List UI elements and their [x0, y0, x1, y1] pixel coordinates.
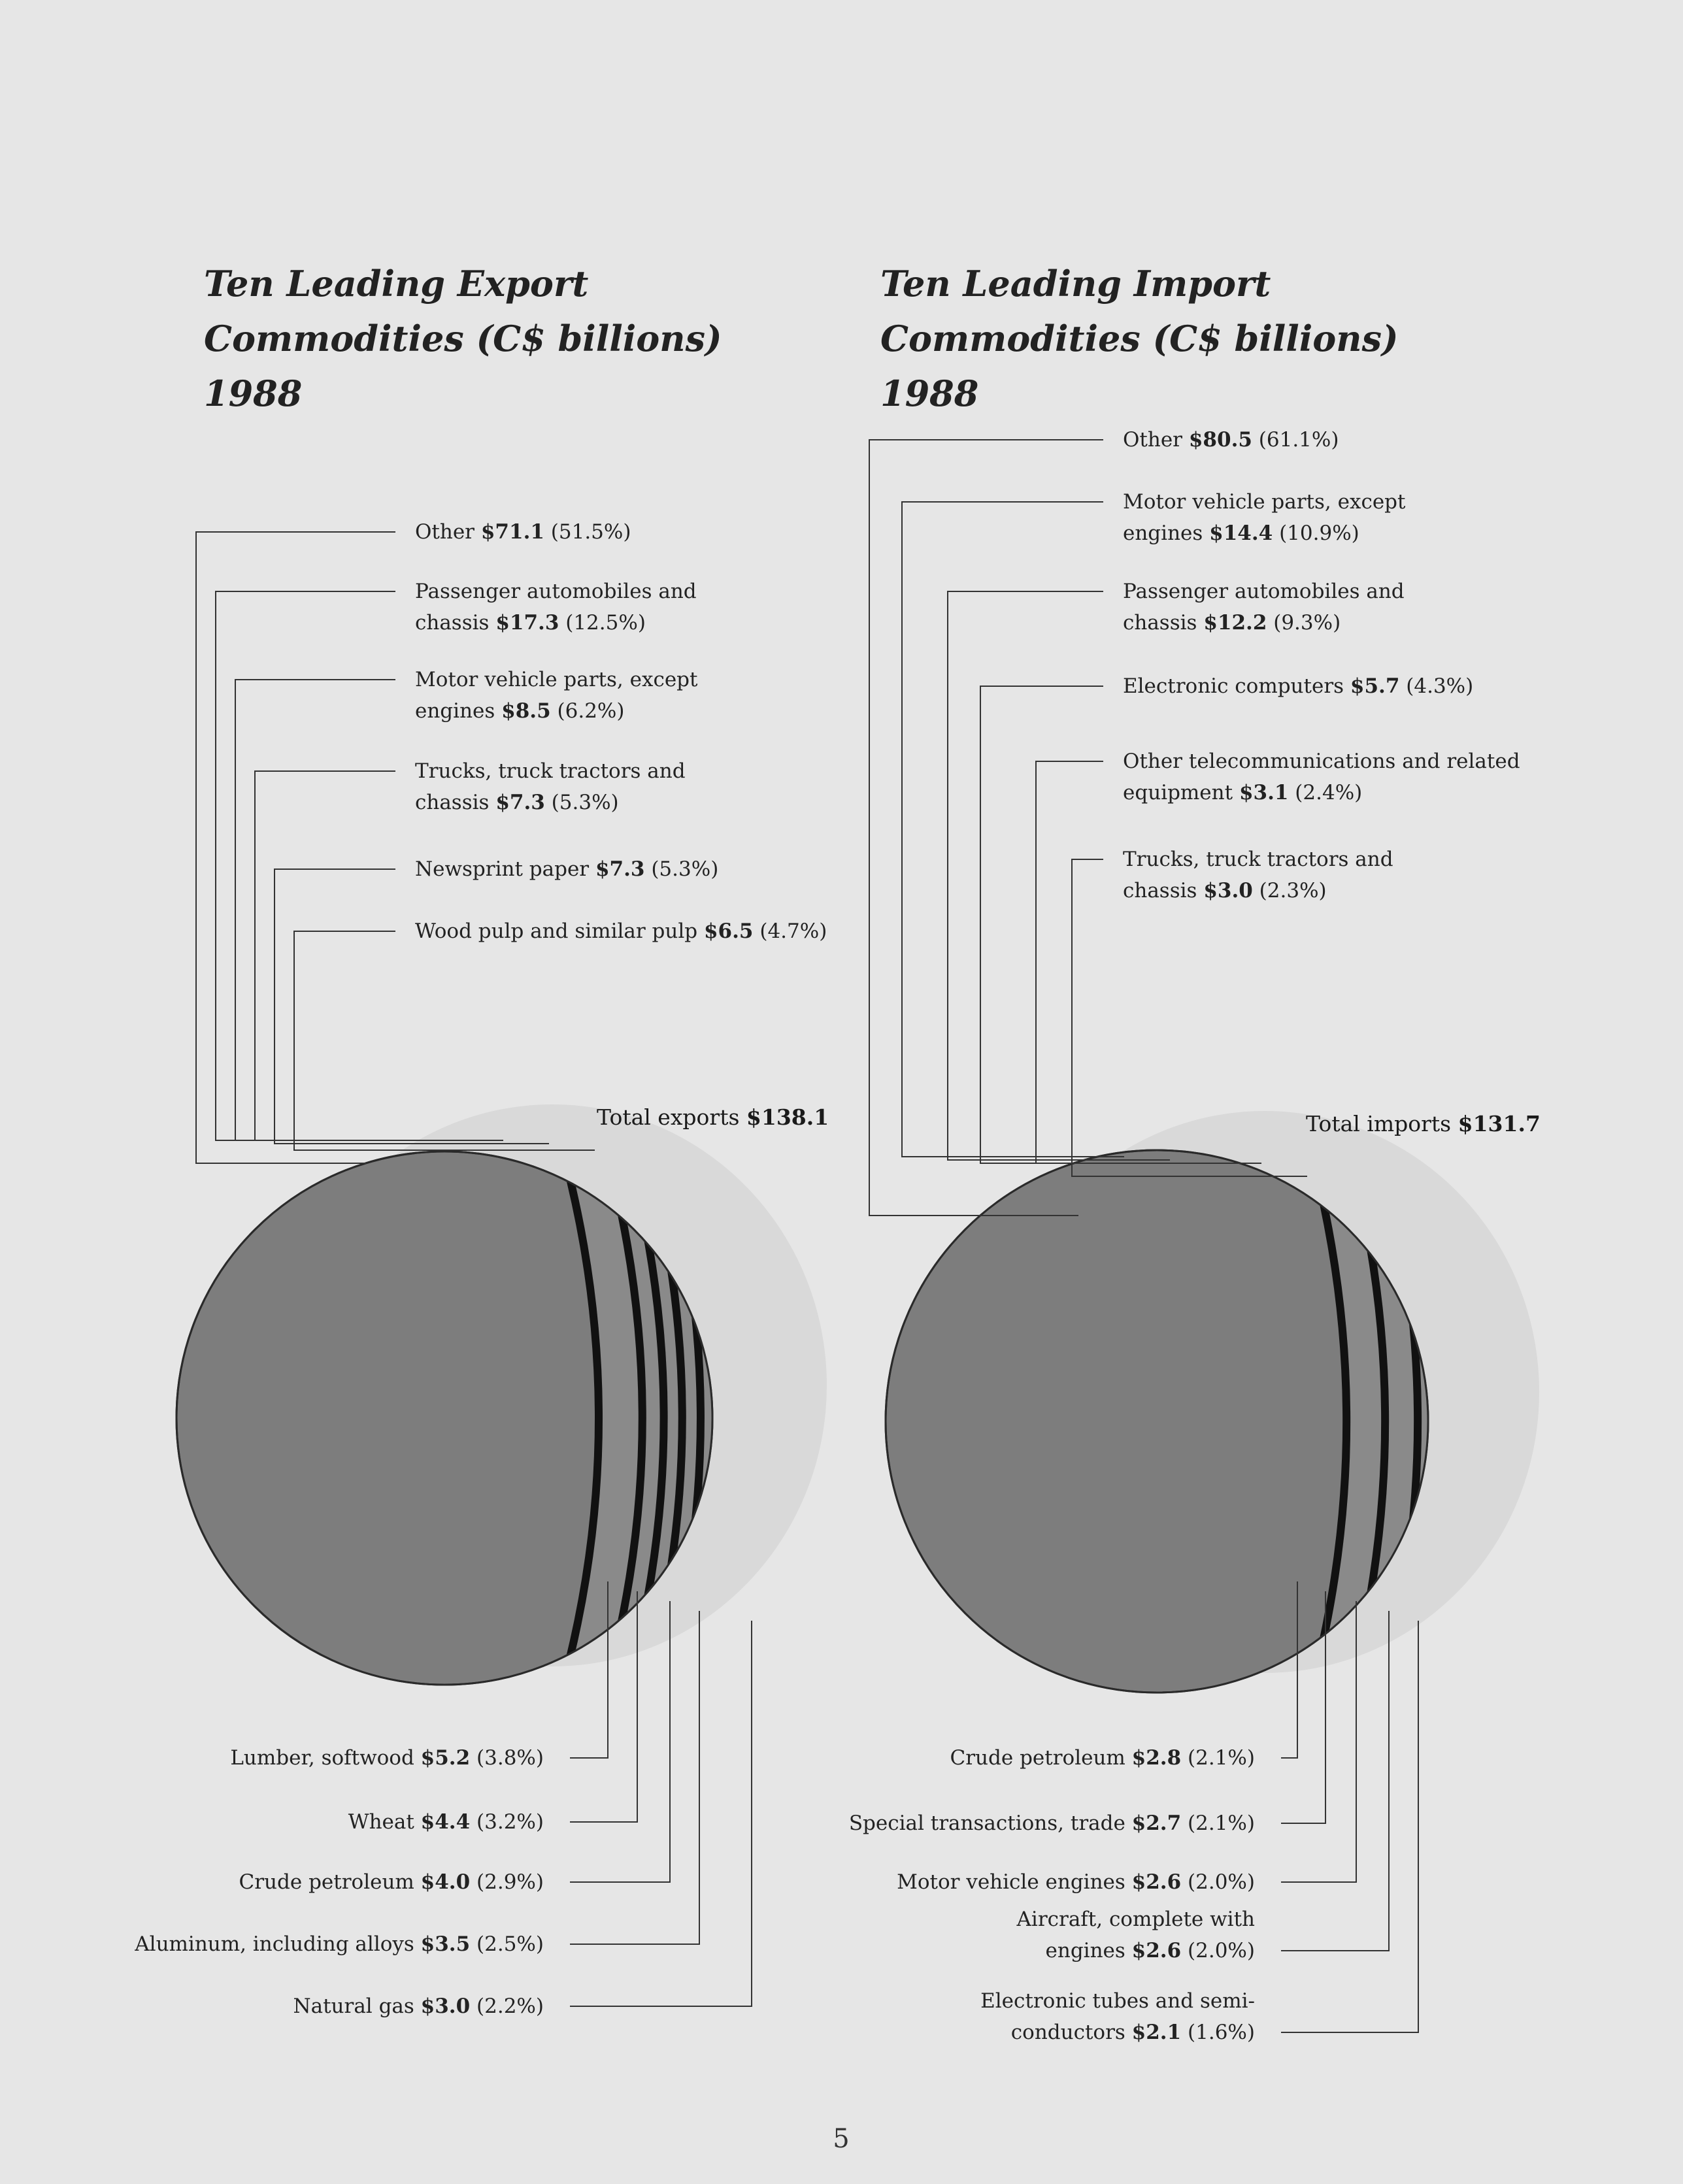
import-label-3-text-0: Electronic computers [1123, 674, 1350, 698]
export-leader-1 [216, 591, 412, 1140]
export-label-6-value: $5.2 [420, 1746, 471, 1770]
export-label-0-pct: (51.5%) [544, 520, 631, 544]
import-label-9-text-0: Aircraft, complete with [1016, 1908, 1255, 1931]
export-label-2-text-1: engines [415, 699, 502, 723]
export-label-9-text-0: Aluminum, including alloys [135, 1932, 421, 1956]
import-label-4-text-1: equipment [1123, 781, 1239, 804]
import-label-4 [1123, 746, 1520, 808]
import-total [1306, 1111, 1541, 1136]
import-label-7 [849, 1808, 1255, 1839]
import-label-10-pct: (1.6%) [1181, 2021, 1255, 2044]
export-leader-3 [255, 771, 503, 1140]
export-label-7-text-0: Wheat [348, 1810, 421, 1834]
import-title-line-2: Commodities (C$ billions) [880, 318, 1399, 359]
import-leader-10 [1281, 1621, 1418, 2032]
export-chart-title [204, 256, 858, 421]
import-label-1 [1123, 486, 1405, 549]
export-label-3-value: $7.3 [495, 791, 545, 814]
import-label-1-row-0 [1123, 486, 1405, 518]
export-label-3-row-1 [415, 787, 686, 818]
export-label-1 [415, 576, 697, 638]
export-label-10-pct: (2.2%) [470, 1994, 544, 2018]
import-label-4-text-0: Other telecommunications and related [1123, 750, 1520, 773]
import-label-10-text-0: Electronic tubes and semi- [980, 1989, 1255, 2013]
export-total-label: Total exports [597, 1104, 740, 1130]
export-label-7-pct: (3.2%) [470, 1810, 544, 1834]
export-label-10-text-0: Natural gas [293, 1994, 421, 2018]
export-leader-0 [196, 532, 395, 1163]
import-label-1-text-1: engines [1123, 521, 1210, 545]
export-label-8-pct: (2.9%) [470, 1870, 544, 1894]
export-label-7-value: $4.4 [420, 1810, 471, 1834]
export-label-5-value: $6.5 [703, 919, 754, 943]
import-label-6 [950, 1742, 1255, 1774]
import-label-5-row-0 [1123, 844, 1393, 875]
export-total [597, 1104, 829, 1130]
import-label-10 [980, 1985, 1255, 2048]
export-title-line-3: 1988 [204, 372, 303, 414]
export-label-3-text-1: chassis [415, 791, 496, 814]
import-label-4-pct: (2.4%) [1288, 781, 1363, 804]
export-label-6 [230, 1742, 544, 1774]
export-label-1-row-1 [415, 607, 697, 638]
export-label-5-text-0: Wood pulp and similar pulp [415, 919, 704, 943]
export-label-10-value: $3.0 [420, 1994, 471, 2018]
import-label-2-row-0 [1123, 576, 1405, 607]
export-label-9-row-0 [135, 1928, 544, 1960]
export-label-2-row-0 [415, 664, 697, 695]
import-label-10-row-1 [980, 2017, 1255, 2048]
import-total-value: $131.7 [1458, 1111, 1541, 1136]
import-total-label: Total imports [1306, 1111, 1452, 1136]
import-label-5-row-1 [1123, 875, 1393, 906]
export-label-3-pct: (5.3%) [544, 791, 619, 814]
export-label-6-text-0: Lumber, softwood [230, 1746, 421, 1770]
import-label-6-pct: (2.1%) [1181, 1746, 1255, 1770]
page-number: 5 [833, 2124, 850, 2154]
export-title-line-1: Ten Leading Export [204, 263, 589, 305]
import-label-0-row-0 [1123, 424, 1339, 455]
export-total-value: $138.1 [746, 1104, 829, 1130]
export-label-4 [415, 853, 718, 885]
export-label-10-row-0 [293, 1991, 544, 2022]
import-label-8 [897, 1866, 1255, 1898]
import-label-6-text-0: Crude petroleum [950, 1746, 1132, 1770]
export-label-3-row-0 [415, 755, 686, 787]
export-leader-2 [235, 680, 458, 1140]
export-label-1-text-0: Passenger automobiles and [415, 580, 697, 603]
import-label-2 [1123, 576, 1405, 638]
export-label-9-pct: (2.5%) [470, 1932, 544, 1956]
export-label-8-text-0: Crude petroleum [239, 1870, 421, 1894]
export-label-1-value: $17.3 [495, 611, 559, 635]
export-label-2-text-0: Motor vehicle parts, except [415, 668, 698, 691]
export-title-line-2: Commodities (C$ billions) [204, 318, 722, 359]
import-label-7-row-0 [849, 1808, 1255, 1839]
import-label-7-pct: (2.1%) [1181, 1812, 1255, 1835]
import-leader-1 [902, 502, 1124, 1157]
import-label-0 [1123, 424, 1339, 455]
import-label-9-text-1: engines [1045, 1939, 1132, 1962]
import-label-8-text-0: Motor vehicle engines [897, 1870, 1132, 1894]
export-label-5-pct: (4.7%) [753, 919, 827, 943]
export-leader-4 [275, 869, 549, 1144]
export-label-8-row-0 [239, 1866, 544, 1898]
import-label-5-text-0: Trucks, truck tractors and [1123, 848, 1393, 871]
export-label-1-row-0 [415, 576, 697, 607]
export-label-2-value: $8.5 [501, 699, 551, 723]
export-label-4-pct: (5.3%) [644, 857, 719, 881]
import-label-2-text-0: Passenger automobiles and [1123, 580, 1405, 603]
import-label-4-row-1 [1123, 777, 1520, 808]
export-label-0-value: $71.1 [480, 520, 544, 544]
import-label-1-pct: (10.9%) [1273, 521, 1359, 545]
import-label-8-pct: (2.0%) [1181, 1870, 1255, 1894]
import-chart-title [880, 256, 1534, 421]
export-label-1-pct: (12.5%) [559, 611, 646, 635]
import-label-1-text-0: Motor vehicle parts, except [1123, 490, 1406, 514]
export-leader-10 [570, 1621, 752, 2006]
import-label-6-row-0 [950, 1742, 1255, 1774]
import-label-2-value: $12.2 [1203, 611, 1267, 635]
import-label-7-text-0: Special transactions, trade [848, 1812, 1132, 1835]
import-label-3 [1123, 670, 1473, 702]
export-label-3 [415, 755, 686, 818]
export-label-9-value: $3.5 [420, 1932, 471, 1956]
import-label-5-text-1: chassis [1123, 879, 1204, 902]
import-label-7-value: $2.7 [1131, 1812, 1182, 1835]
import-label-3-pct: (4.3%) [1399, 674, 1474, 698]
import-label-9-pct: (2.0%) [1181, 1939, 1255, 1962]
export-label-5 [415, 916, 827, 947]
import-leader-0 [869, 440, 1103, 1216]
export-label-5-row-0 [415, 916, 827, 947]
export-label-6-pct: (3.8%) [470, 1746, 544, 1770]
import-label-5 [1123, 844, 1393, 906]
import-label-1-value: $14.4 [1209, 521, 1273, 545]
export-label-7 [348, 1806, 544, 1838]
import-label-2-pct: (9.3%) [1267, 611, 1341, 635]
import-label-2-text-1: chassis [1123, 611, 1204, 635]
import-label-10-row-0 [980, 1985, 1255, 2017]
import-label-0-pct: (61.1%) [1252, 428, 1339, 452]
import-label-10-value: $2.1 [1131, 2021, 1182, 2044]
import-label-8-row-0 [897, 1866, 1255, 1898]
export-label-7-row-0 [348, 1806, 544, 1838]
export-label-8 [239, 1866, 544, 1898]
export-label-6-row-0 [230, 1742, 544, 1774]
export-label-2 [415, 664, 697, 727]
export-label-2-pct: (6.2%) [550, 699, 625, 723]
import-label-0-text-0: Other [1123, 428, 1189, 452]
import-label-5-value: $3.0 [1203, 879, 1253, 902]
export-label-4-row-0 [415, 853, 718, 885]
import-label-9-row-0 [1017, 1904, 1255, 1935]
import-label-3-row-0 [1123, 670, 1473, 702]
import-label-9 [1017, 1904, 1255, 1966]
export-label-10 [293, 1991, 544, 2022]
export-label-0-row-0 [415, 516, 631, 548]
import-label-9-row-1 [1017, 1935, 1255, 1966]
export-label-0-text-0: Other [415, 520, 481, 544]
export-label-9 [135, 1928, 544, 1960]
export-label-4-text-0: Newsprint paper [415, 857, 595, 881]
import-leader-4 [1036, 761, 1261, 1163]
export-label-2-row-1 [415, 695, 697, 727]
import-label-10-text-1: conductors [1010, 2021, 1132, 2044]
import-label-4-value: $3.1 [1239, 781, 1289, 804]
export-label-0 [415, 516, 631, 548]
import-label-9-value: $2.6 [1131, 1939, 1182, 1962]
import-label-5-pct: (2.3%) [1252, 879, 1327, 902]
export-label-3-text-0: Trucks, truck tractors and [415, 759, 686, 783]
export-label-8-value: $4.0 [420, 1870, 471, 1894]
import-label-6-value: $2.8 [1131, 1746, 1182, 1770]
import-label-8-value: $2.6 [1131, 1870, 1182, 1894]
export-label-4-value: $7.3 [595, 857, 645, 881]
import-title-line-3: 1988 [880, 372, 979, 414]
import-label-4-row-0 [1123, 746, 1520, 777]
import-label-2-row-1 [1123, 607, 1405, 638]
import-title-line-1: Ten Leading Import [880, 263, 1271, 305]
import-label-1-row-1 [1123, 518, 1405, 549]
export-label-1-text-1: chassis [415, 611, 496, 635]
import-label-0-value: $80.5 [1188, 428, 1252, 452]
import-label-3-value: $5.7 [1350, 674, 1400, 698]
